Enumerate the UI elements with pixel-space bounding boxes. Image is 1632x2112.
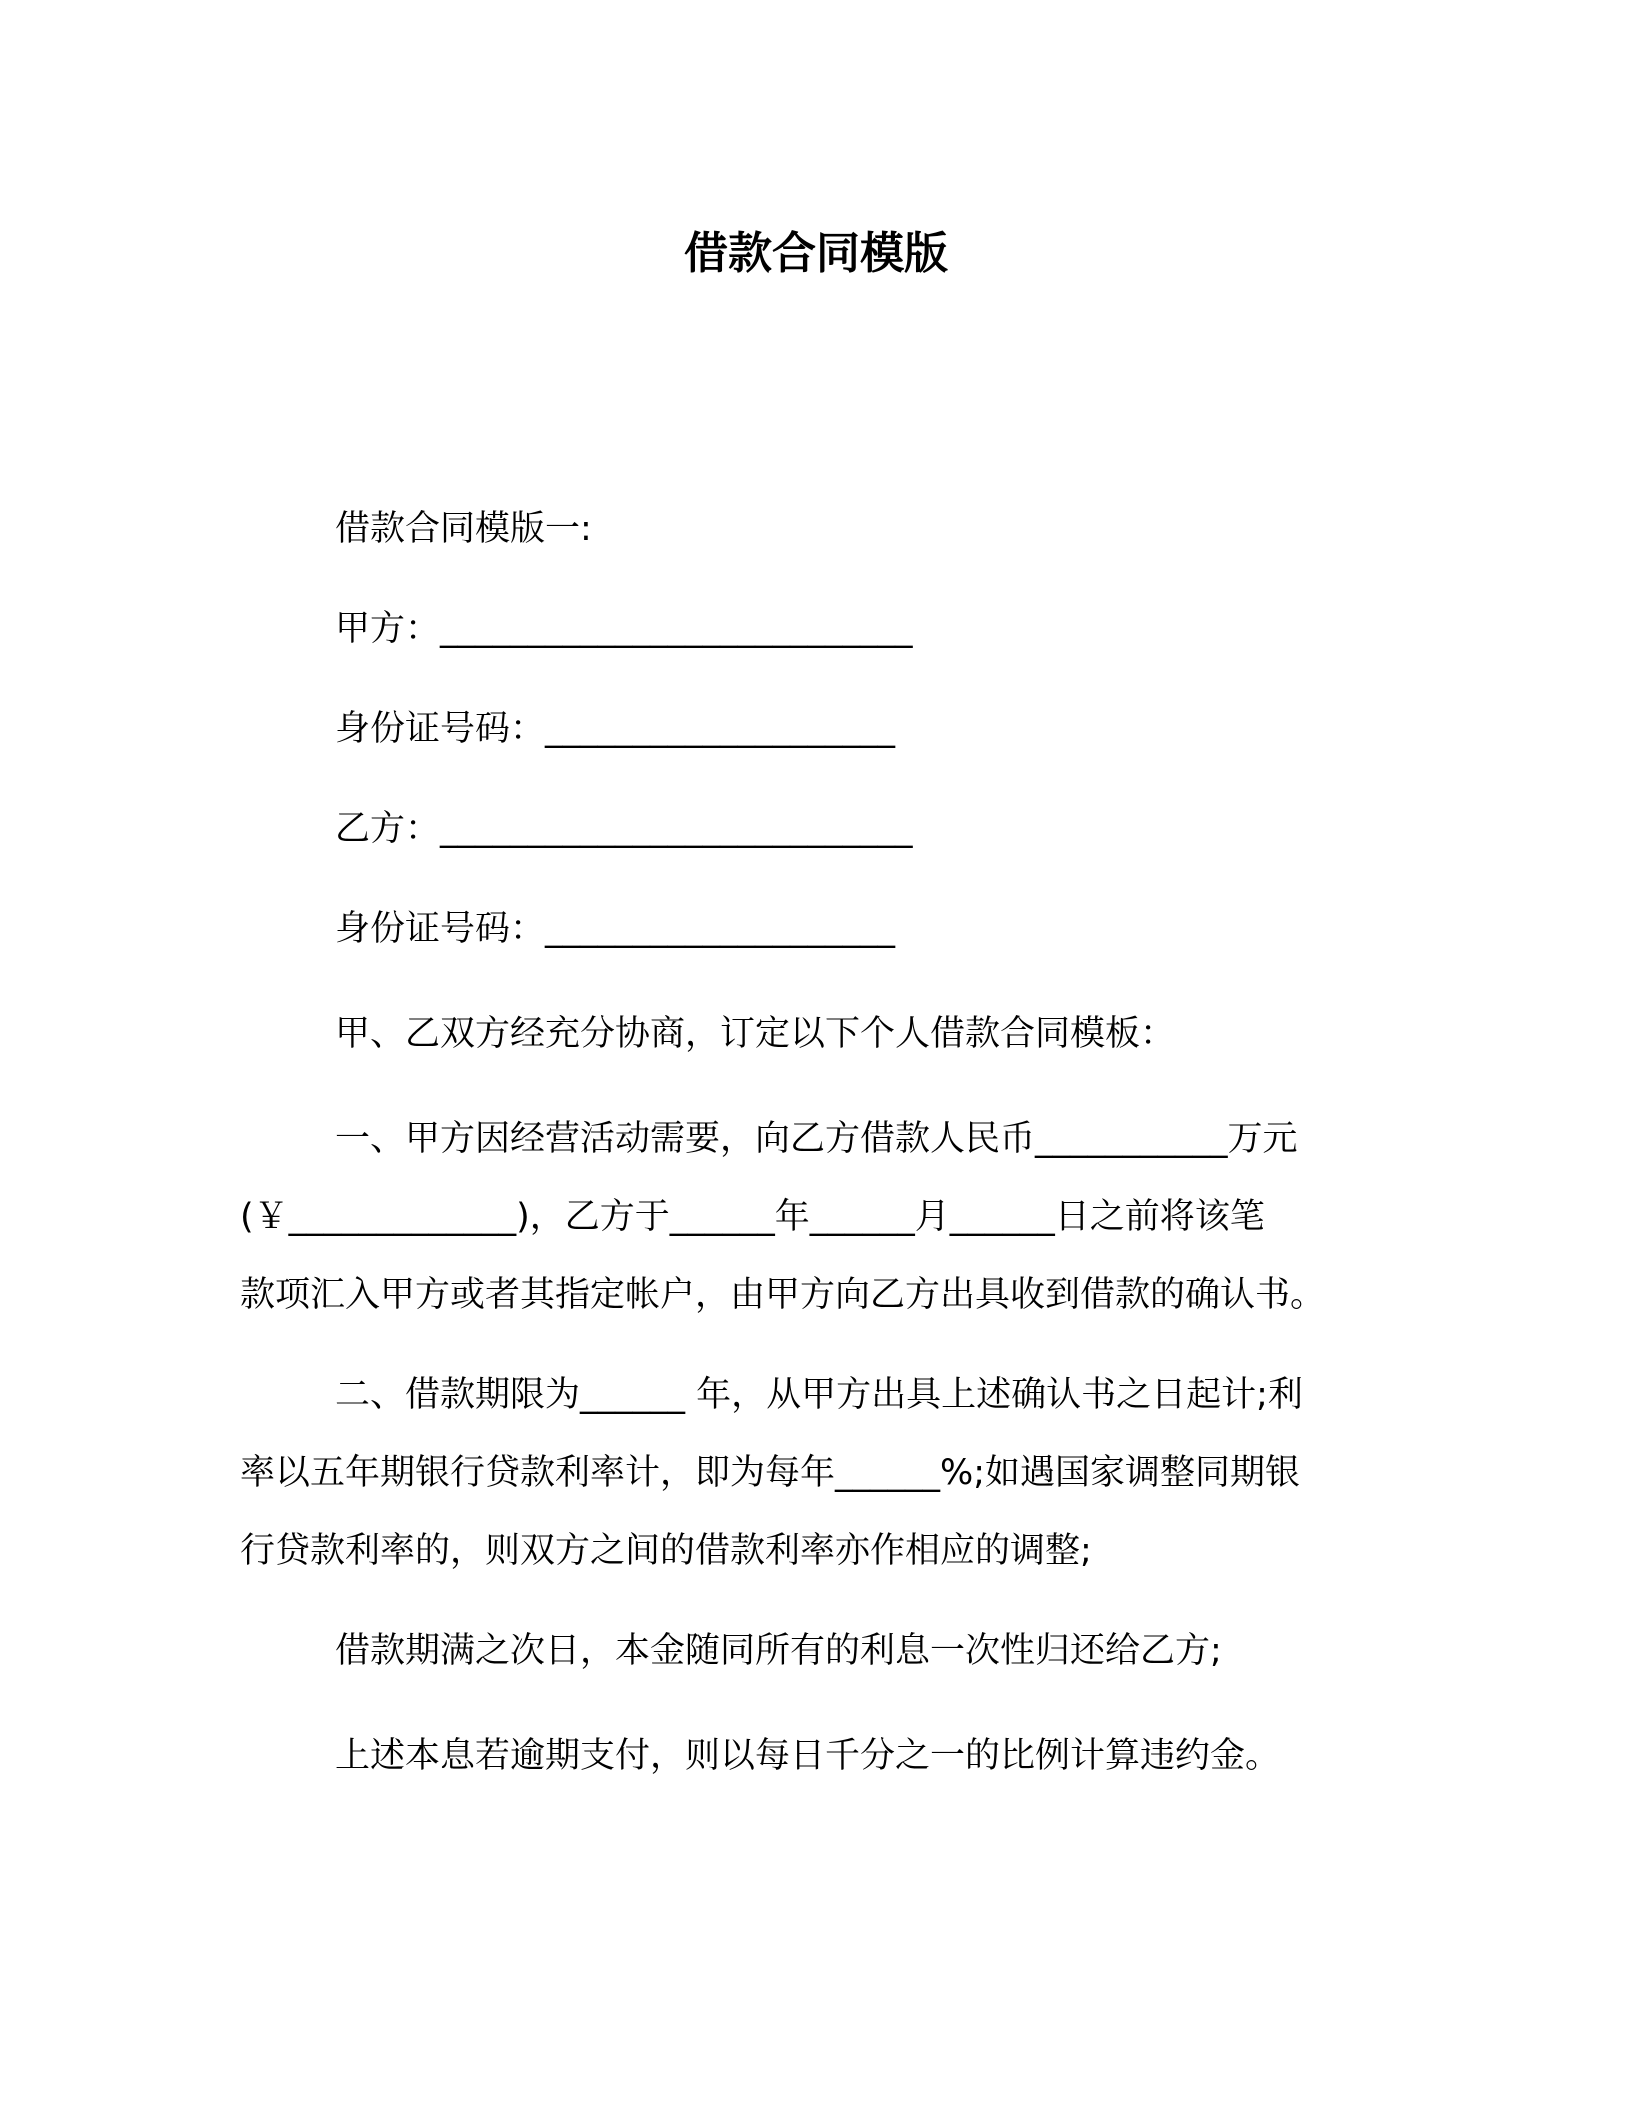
party-a-field: 甲方：___________________________ [335,609,913,649]
clause-two-line-1: 二、借款期限为______ 年，从甲方出具上述确认书之日起计;利 [335,1375,1303,1415]
clause-one-line-1: 一、甲方因经营活动需要，向乙方借款人民币___________万元 [335,1119,1298,1159]
intro-paragraph: 甲、乙双方经充分协商，订定以下个人借款合同模板： [335,1014,1176,1054]
clause-two-line-2: 率以五年期银行贷款利率计，即为每年______%;如遇国家调整同期银 [240,1453,1301,1493]
repayment-paragraph: 借款期满之次日，本金随同所有的利息一次性归还给乙方; [335,1631,1222,1671]
document-title: 借款合同模版 [684,228,948,279]
party-b-field: 乙方：___________________________ [335,809,913,849]
clause-one-line-2: (￥_____________)，乙方于______年______月______日之前将该笔 [240,1197,1265,1237]
clause-two-paragraph [240,1356,1390,1590]
party-a-id-field: 身份证号码：____________________ [335,709,896,749]
penalty-paragraph: 上述本息若逾期支付，则以每日千分之一的比例计算违约金。 [335,1736,1281,1776]
clause-one-line-3: 款项汇入甲方或者其指定帐户，由甲方向乙方出具收到借款的确认书。 [240,1275,1326,1315]
clause-two-line-3: 行贷款利率的，则双方之间的借款利率亦作相应的调整; [240,1531,1092,1571]
clause-one-paragraph [240,1100,1390,1334]
party-b-id-field: 身份证号码：____________________ [335,909,896,949]
template-subtitle: 借款合同模版一: [335,509,592,549]
